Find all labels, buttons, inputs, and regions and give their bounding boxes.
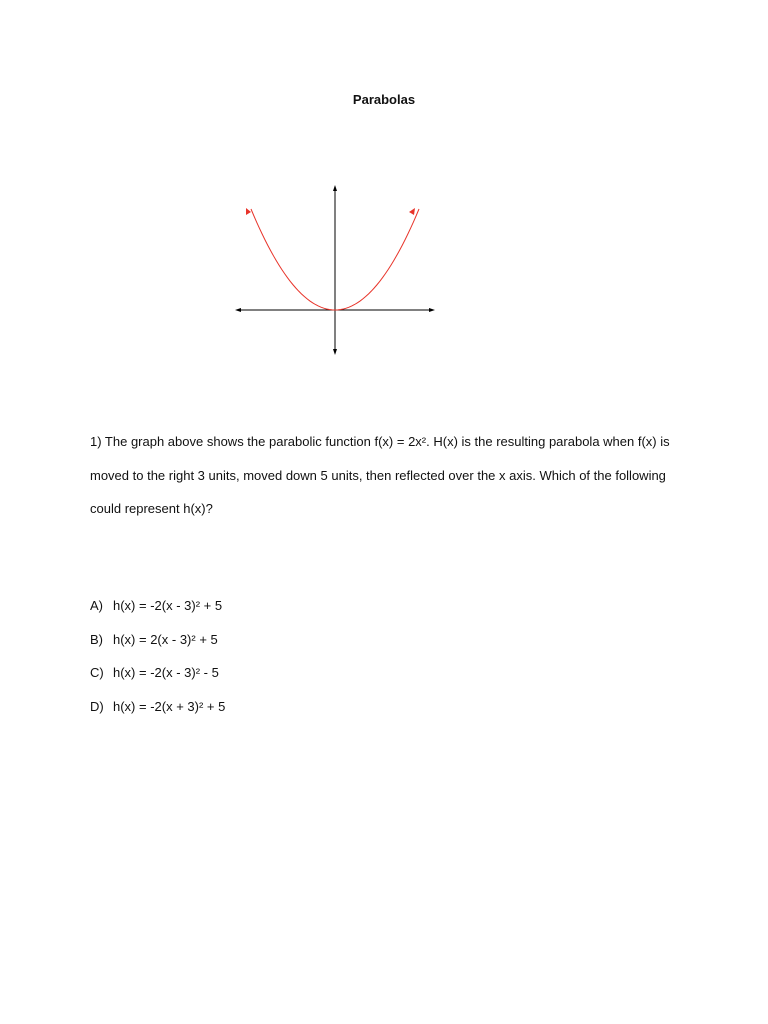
y-axis-top-arrow (333, 185, 337, 191)
choice-letter: B) (90, 631, 103, 647)
parabola-graph (232, 182, 440, 358)
coordinate-axes (235, 185, 435, 355)
y-axis-bottom-arrow (333, 349, 337, 355)
choice-text: h(x) = -2(x - 3)² - 5 (113, 665, 219, 680)
curve-right-arrow (409, 208, 415, 215)
choice-letter: D) (90, 698, 104, 714)
x-axis-right-arrow (429, 308, 435, 312)
choice-text: h(x) = -2(x - 3)² + 5 (113, 598, 223, 613)
answer-choices (90, 593, 225, 727)
choice-a[interactable] (90, 593, 225, 627)
page-title: Parabolas (352, 92, 416, 107)
choice-c[interactable] (90, 660, 225, 694)
choice-text: h(x) = -2(x + 3)² + 5 (113, 698, 226, 714)
question-text: 1) The graph above shows the parabolic function f(x) = 2x². H(x) is the resulting parabola when f(x) is moved to the right 3 units, moved down 5 units, then reflected over the x axis. Which of the following could represent h(x)? (90, 434, 670, 516)
choice-letter: C) (90, 665, 104, 680)
x-axis-left-arrow (235, 308, 241, 312)
choice-letter: A) (90, 598, 103, 613)
choice-text: h(x) = 2(x - 3)² + 5 (113, 631, 218, 647)
choice-d[interactable] (90, 694, 225, 728)
curve-left-arrow (246, 208, 251, 215)
choice-b[interactable] (90, 627, 225, 661)
